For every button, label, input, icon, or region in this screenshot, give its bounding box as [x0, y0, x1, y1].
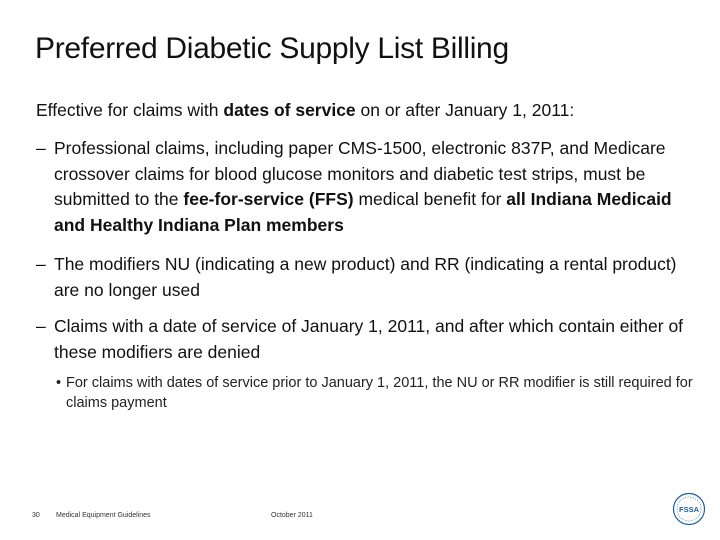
footer-document-title: Medical Equipment Guidelines [56, 512, 151, 519]
bullet-text-part: medical benefit for [353, 189, 507, 209]
bullet-text: Claims with a date of service of January 1, 2011, and after which contain either of these modifiers are denied [54, 316, 684, 362]
bullet-text-part: Professional claims, including paper CMS-1500, electronic 837P, and Medicare crossover claims for blood glucose monitors and diabetic test strips, must be submitted to the [54, 138, 666, 209]
slide-title: Preferred Diabetic Supply List Billing [35, 32, 509, 65]
intro-pre: Effective for claims with [36, 100, 224, 120]
fssa-seal-icon [672, 492, 706, 526]
bullet-text: The modifiers NU (indicating a new product) and RR (indicating a rental product) are no longer used [54, 254, 677, 300]
footer-date: October 2011 [271, 512, 313, 519]
fssa-logo-text: FSSA [678, 505, 700, 514]
bullet-bold-members: all Indiana Medicaid and Healthy Indiana Plan members [54, 189, 672, 235]
bullet-text [54, 136, 704, 238]
bullet-dash: – [36, 316, 46, 336]
footer-page-number: 30 [32, 512, 40, 519]
bullet-dash: – [36, 138, 46, 158]
bullet-bold-ffs: fee-for-service (FFS) [183, 189, 354, 209]
bullet-dash: – [36, 254, 46, 274]
subbullet-dot: • [56, 375, 62, 391]
intro-post: on or after January 1, 2011: [355, 100, 575, 120]
subbullet-text: For claims with dates of service prior to January 1, 2011, the NU or RR modifier is still required for claims payment [66, 375, 693, 411]
intro-bold: dates of service [223, 100, 356, 120]
intro-line [36, 98, 574, 122]
